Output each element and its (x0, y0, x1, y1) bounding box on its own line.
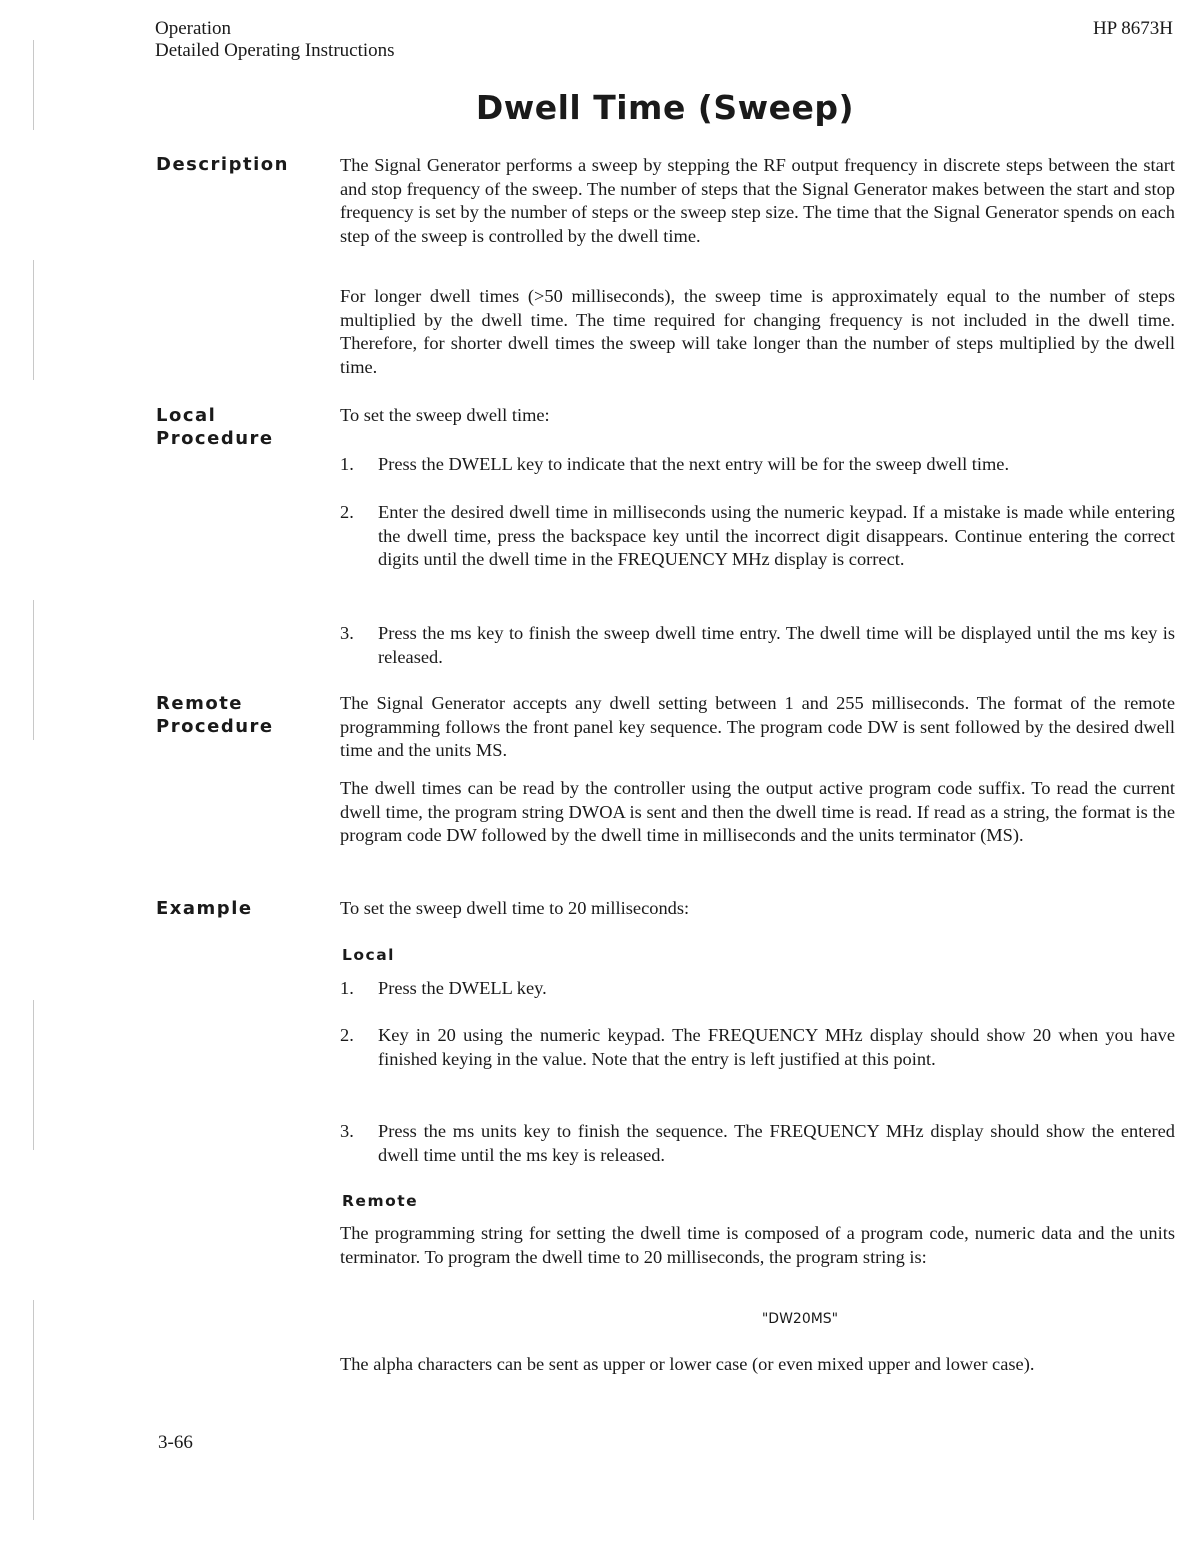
header-subsection: Detailed Operating Instructions (155, 40, 395, 61)
example-local-heading: Local (342, 946, 395, 964)
remote-procedure-heading: Remote Procedure (156, 693, 274, 737)
step-text: Press the ms units key to finish the sequence. The FREQUENCY MHz display should show the entered dwell time until the ms key is released. (378, 1121, 1175, 1165)
example-local-step (340, 1024, 1175, 1071)
step-number: 3. (340, 1121, 354, 1141)
step-text: Press the DWELL key. (378, 978, 547, 998)
description-heading: Description (156, 154, 289, 175)
page-number: 3-66 (158, 1432, 193, 1453)
step-text: Key in 20 using the numeric keypad. The FREQUENCY MHz display should show 20 when you have finished keying in the value. Note that the entry is left justified at this point. (378, 1025, 1175, 1069)
step-text: Enter the desired dwell time in milliseconds using the numeric keypad. If a mistake is made while entering the dwell time, press the backspace key until the incorrect digit disappears. Continue entering the correct digits until the dwell time in the FREQUENCY MHz display is correct. (378, 502, 1175, 569)
example-local-step (340, 977, 1175, 1001)
step-number: 2. (340, 502, 354, 522)
remote-procedure-paragraph-2: The dwell times can be read by the controller using the output active program code suffix. To read the current dwell time, the program string DWOA is sent and then the dwell time is read. If read as a string, the format is the program code DW followed by the dwell time in milliseconds and the units terminator (MS). (340, 778, 1175, 845)
scan-edge-mark (33, 260, 34, 380)
scan-edge-mark (33, 600, 34, 740)
header-section: Operation (155, 18, 231, 39)
description-paragraph-2: For longer dwell times (>50 milliseconds), the sweep time is approximately equal to the number of steps multiplied by the dwell time. The time required for changing frequency is not included in the dwell time. Therefore, for shorter dwell times the sweep will take longer than the number of steps multiplied by the dwell time. (340, 286, 1175, 377)
local-procedure-intro: To set the sweep dwell time: (340, 405, 550, 425)
step-number: 2. (340, 1025, 354, 1045)
page-title: Dwell Time (Sweep) (475, 88, 855, 127)
running-header (155, 18, 395, 62)
step-number: 3. (340, 623, 354, 643)
remote-procedure-paragraph-1: The Signal Generator accepts any dwell setting between 1 and 255 milliseconds. The format of the remote programming follows the front panel key sequence. The program code DW is sent followed by the desired dwell time and the units MS. (340, 693, 1175, 760)
program-string: "DW20MS" (761, 1311, 839, 1327)
example-intro: To set the sweep dwell time to 20 milliseconds: (340, 898, 690, 918)
example-closing-text: The alpha characters can be sent as upper or lower case (or even mixed upper and lower case). (340, 1354, 1035, 1374)
local-step (340, 453, 1175, 477)
example-remote-text: The programming string for setting the dwell time is composed of a program code, numeric data and the units terminator. To program the dwell time to 20 milliseconds, the program string is: (340, 1223, 1175, 1267)
scan-edge-mark (33, 1000, 34, 1150)
local-procedure-heading: Local Procedure (156, 405, 274, 449)
example-remote-heading: Remote (342, 1192, 419, 1210)
description-paragraph-1: The Signal Generator performs a sweep by stepping the RF output frequency in discrete steps between the start and stop frequency of the sweep. The number of steps that the Signal Generator makes between the start and stop frequency is set by the number of steps or the sweep step size. The time that the Signal Generator spends on each step of the sweep is controlled by the dwell time. (340, 155, 1175, 246)
scan-edge-mark (33, 1300, 34, 1520)
example-local-step (340, 1120, 1175, 1167)
step-number: 1. (340, 978, 354, 998)
example-heading: Example (156, 898, 253, 919)
local-step (340, 501, 1175, 572)
header-model: HP 8673H (1092, 18, 1173, 39)
step-text: Press the DWELL key to indicate that the next entry will be for the sweep dwell time. (378, 454, 1010, 474)
step-number: 1. (340, 454, 354, 474)
step-text: Press the ms key to finish the sweep dwell time entry. The dwell time will be displayed until the ms key is released. (378, 623, 1175, 667)
local-step (340, 622, 1175, 669)
